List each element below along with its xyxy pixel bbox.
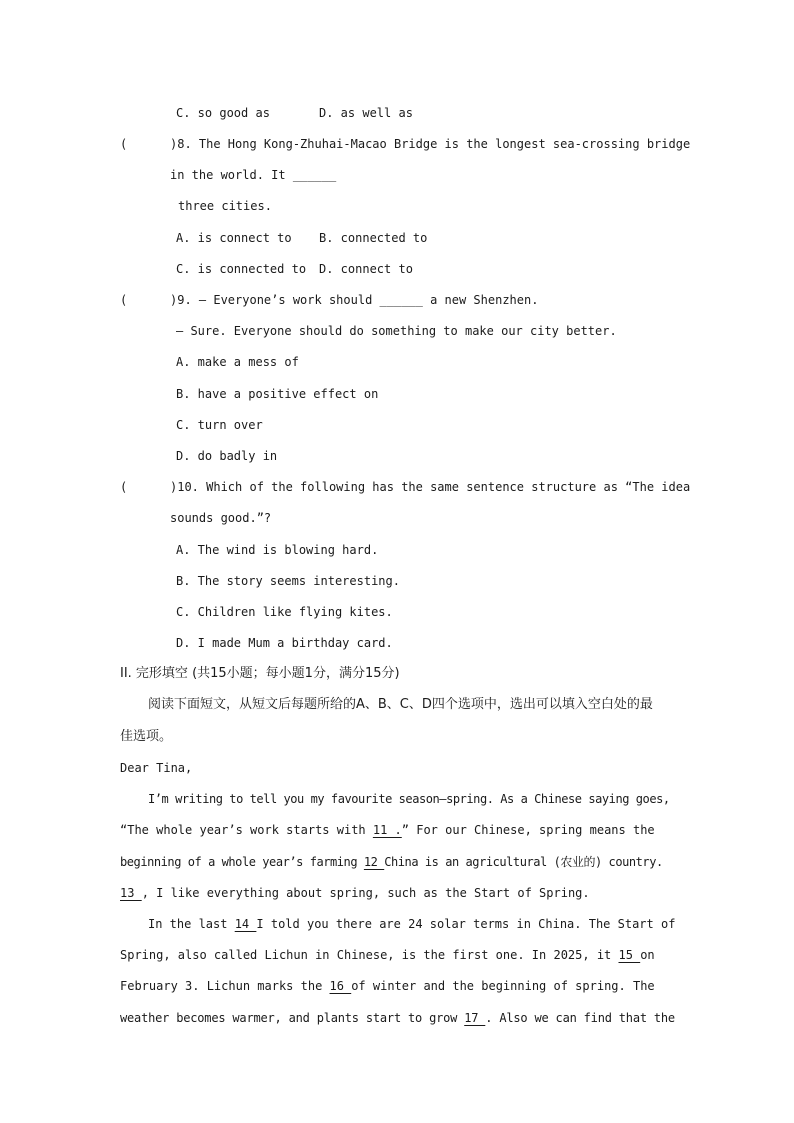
letter-greeting: Dear Tina,	[120, 761, 193, 775]
q8-stem-line3: three cities.	[178, 199, 272, 213]
section-instruction-line1: 阅读下面短文，从短文后每题所给的A、B、C、D四个选项中，选出可以填入空白处的最	[148, 697, 653, 712]
q10-option-d: D. I made Mum a birthday card.	[176, 636, 393, 650]
letter-text: . Also we can find that the	[485, 1011, 675, 1025]
letter-p2-line2	[120, 947, 655, 963]
q10-option-b: B. The story seems interesting.	[176, 574, 400, 588]
blank-15[interactable]: 15	[618, 948, 641, 962]
letter-text: , I like everything about spring, such as the Start of Spring.	[141, 886, 590, 900]
letter-text: on	[640, 948, 655, 962]
letter-p1-line2	[120, 822, 655, 838]
q9-option-b: B. have a positive effect on	[176, 387, 379, 401]
q10-answer-paren[interactable]: (	[120, 480, 128, 494]
letter-text: In the last	[148, 917, 235, 931]
letter-p1-line3	[120, 854, 663, 870]
letter-text: China is an agricultural (农业的) country.	[384, 855, 663, 869]
blank-13[interactable]: 13	[120, 886, 142, 900]
letter-text: I told you there are 24 solar terms in China. The Start of	[256, 917, 676, 931]
letter-text: ” For our Chinese, spring means the	[401, 823, 655, 837]
q9-stem-line1: )9. — Everyone’s work should ______ a new Shenzhen.	[170, 293, 539, 307]
blank-14[interactable]: 14	[234, 917, 257, 931]
blank-17[interactable]: 17	[464, 1011, 486, 1025]
q8-answer-paren[interactable]: (	[120, 137, 128, 151]
letter-p2-line4	[120, 1010, 675, 1026]
letter-text: of winter and the beginning of spring. The	[351, 979, 655, 993]
letter-p2-line1	[148, 916, 675, 932]
q10-option-c: C. Children like flying kites.	[176, 605, 393, 619]
letter-text: “The whole year’s work starts with	[120, 823, 373, 837]
blank-11[interactable]: 11 .	[372, 823, 402, 837]
q8-stem-line1: )8. The Hong Kong-Zhuhai-Macao Bridge is the longest sea-crossing bridge	[170, 137, 691, 151]
letter-p1-line1: I’m writing to tell you my favourite season—spring. As a Chinese saying goes,	[148, 792, 670, 806]
q9-answer-paren[interactable]: (	[120, 293, 128, 307]
q10-stem-line2: sounds good.”?	[170, 511, 272, 525]
q9-option-a: A. make a mess of	[176, 355, 299, 369]
q8-option-a: A. is connect to	[176, 231, 292, 245]
q9-option-c: C. turn over	[176, 418, 263, 432]
letter-p1-line4	[120, 885, 590, 901]
q9-option-d: D. do badly in	[176, 449, 278, 463]
blank-12[interactable]: 12	[363, 855, 385, 869]
letter-text: Spring, also called Lichun in Chinese, is the first one. In 2025, it	[120, 948, 619, 962]
section-heading: II. 完形填空 (共15小题；每小题1分，满分15分)	[120, 666, 400, 681]
q10-option-a: A. The wind is blowing hard.	[176, 543, 379, 557]
q8-option-d: D. connect to	[319, 262, 413, 276]
q8-stem-line2: in the world. It ______	[170, 168, 337, 182]
q8-option-c: C. is connected to	[176, 262, 307, 276]
q10-stem-line1: )10. Which of the following has the same sentence structure as “The idea	[170, 480, 691, 494]
q8-option-b: B. connected to	[319, 231, 428, 245]
q7-option-d: D. as well as	[319, 106, 413, 120]
letter-text: beginning of a whole year’s farming	[120, 855, 364, 869]
letter-p2-line3	[120, 978, 655, 994]
q9-stem-line2: — Sure. Everyone should do something to make our city better.	[176, 324, 617, 338]
q7-option-c: C. so good as	[176, 106, 270, 120]
blank-16[interactable]: 16	[329, 979, 352, 993]
letter-text: February 3. Lichun marks the	[120, 979, 330, 993]
section-instruction-line2: 佳选项。	[120, 729, 173, 744]
letter-text: weather becomes warmer, and plants start to grow	[120, 1011, 465, 1025]
